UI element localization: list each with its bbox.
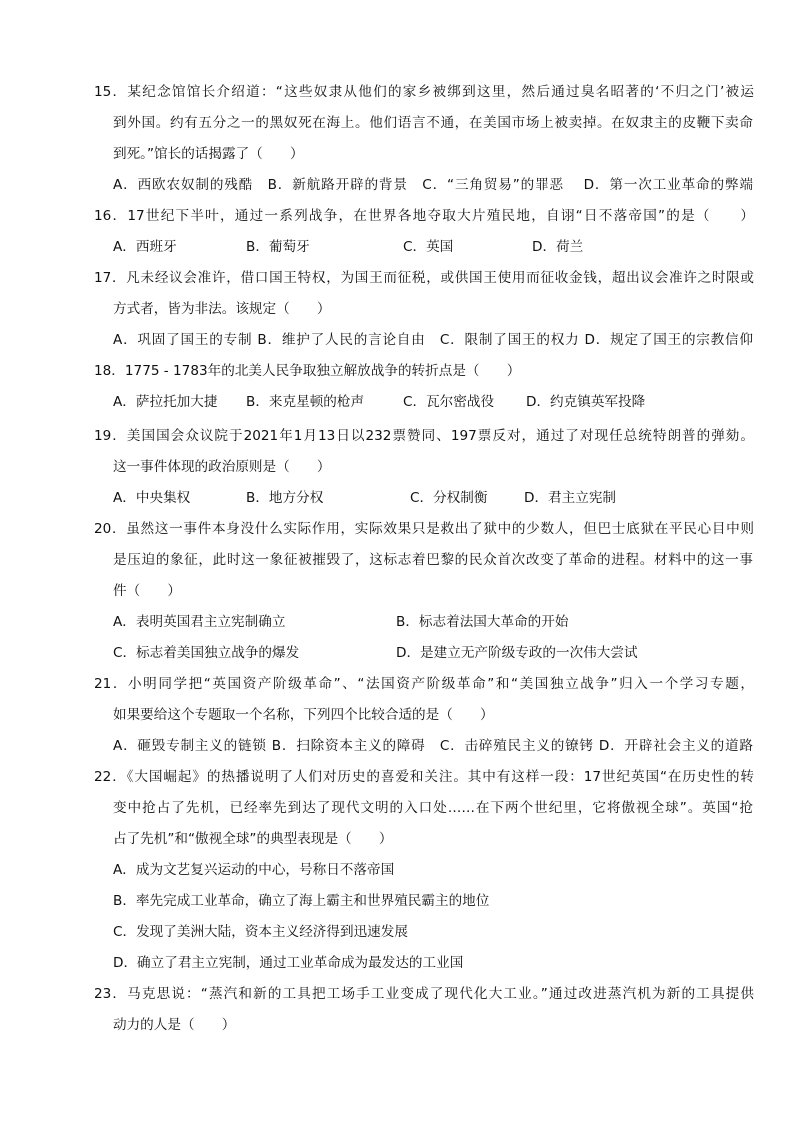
question-16-line-1: 16．17世纪下半叶，通过一系列战争，在世界各地夺取大片殖民地，自诩“日不落帝国”的是（ ） xyxy=(94,208,754,224)
question-23-line-2: 动力的人是（ ） xyxy=(113,1017,236,1033)
question-19-line-1: 19．美国国会众议院于2021年1月13日以232票赞同、197票反对，通过了对现任总统特朗普的弹劾。 xyxy=(94,428,754,444)
question-15-line-2: 到外国。约有五分之一的黑奴死在海上。他们语言不通，在美国市场上被卖掉。在奴隶主的皮鞭下卖命 xyxy=(113,115,753,131)
question-20-option-d: D．是建立无产阶级专政的一次伟大尝试 xyxy=(396,645,638,661)
question-17-line-2: 方式者，皆为非法。该规定（ ） xyxy=(113,301,331,317)
question-18-option-d: D．约克镇英军投降 xyxy=(526,394,646,410)
question-19-option-c: C．分权制衡 xyxy=(410,490,488,506)
question-18-option-c: C．瓦尔密战役 xyxy=(403,394,495,410)
question-17-options: A．巩固了国王的专制 B．维护了人民的言论自由 C．限制了国王的权力 D．规定了国王的宗教信仰 xyxy=(113,332,753,348)
question-22-line-3: 占了先机”和“傲视全球”的典型表现是（ ） xyxy=(113,831,393,847)
question-21-options: A．砸毁专制主义的链锁 B．扫除资本主义的障碍 C．击碎殖民主义的镣铐 D．开辟社会主义的道路 xyxy=(113,738,753,754)
question-22-line-1: 22．《大国崛起》的热播说明了人们对历史的喜爱和关注。其中有这样一段：17世纪英国“在历史性的转 xyxy=(94,769,754,785)
question-22-option-a: A．成为文艺复兴运动的中心，号称日不落帝国 xyxy=(113,862,395,878)
question-16-option-c: C．英国 xyxy=(403,239,454,255)
question-18-option-b: B．来克星顿的枪声 xyxy=(246,394,365,410)
question-16-option-a: A．西班牙 xyxy=(113,239,177,255)
question-17-line-1: 17．凡未经议会准许，借口国王特权，为国王而征税，或供国王使用而征收金钱，超出议会准许之时限或 xyxy=(94,270,754,286)
question-20-option-c: C．标志着美国独立战争的爆发 xyxy=(113,645,300,661)
question-20-line-3: 件（ ） xyxy=(113,583,181,599)
question-16-option-b: B．葡萄牙 xyxy=(246,239,310,255)
question-20-option-b: B．标志着法国大革命的开始 xyxy=(396,614,569,630)
question-15-options: A．西欧农奴制的残酷 B．新航路开辟的背景 C．“三角贸易”的罪恶 D．第一次工业革命的弊端 xyxy=(113,177,753,193)
question-19-option-b: B．地方分权 xyxy=(246,490,324,506)
question-19-line-2: 这一事件体现的政治原则是（ ） xyxy=(113,459,331,475)
question-19-option-d: D．君主立宪制 xyxy=(524,490,617,506)
question-20-line-1: 20．虽然这一事件本身没什么实际作用，实际效果只是救出了狱中的少数人，但巴士底狱在平民心目中则 xyxy=(94,521,754,537)
question-19-option-a: A．中央集权 xyxy=(113,490,191,506)
question-21-line-1: 21．小明同学把“英国资产阶级革命”、“法国资产阶级革命”和“美国独立战争”归入一个学习专题， xyxy=(94,676,754,692)
question-20-line-2: 是压迫的象征，此时这一象征被摧毁了，这标志着巴黎的民众首次改变了革命的进程。材料中的这一事 xyxy=(113,552,753,568)
question-15-line-1: 15．某纪念馆馆长介绍道：“这些奴隶从他们的家乡被绑到这里，然后通过臭名昭著的‘不归之门’被运 xyxy=(94,84,754,100)
question-22-line-2: 变中抢占了先机，已经率先到达了现代文明的入口处……在下两个世纪里，它将傲视全球”。英国“抢 xyxy=(113,800,753,816)
question-22-option-b: B．率先完成工业革命，确立了海上霸主和世界殖民霸主的地位 xyxy=(113,893,490,909)
question-18-option-a: A．萨拉托加大捷 xyxy=(113,394,218,410)
question-18-line-1: 18．1775 - 1783年的北美人民争取独立解放战争的转折点是（ ） xyxy=(94,363,521,379)
question-15-line-3: 到死。”馆长的话揭露了（ ） xyxy=(113,146,304,162)
question-21-line-2: 如果要给这个专题取一个名称，下列四个比较合适的是（ ） xyxy=(113,707,494,723)
question-20-option-a: A．表明英国君主立宪制确立 xyxy=(113,614,286,630)
question-16-option-d: D．荷兰 xyxy=(532,239,584,255)
question-23-line-1: 23．马克思说：“蒸汽和新的工具把工场手工业变成了现代化大工业。”通过改进蒸汽机为新的工具提供 xyxy=(94,986,754,1002)
question-22-option-d: D．确立了君主立宪制，通过工业革命成为最发达的工业国 xyxy=(113,955,464,971)
question-22-option-c: C．发现了美洲大陆，资本主义经济得到迅速发展 xyxy=(113,924,408,940)
